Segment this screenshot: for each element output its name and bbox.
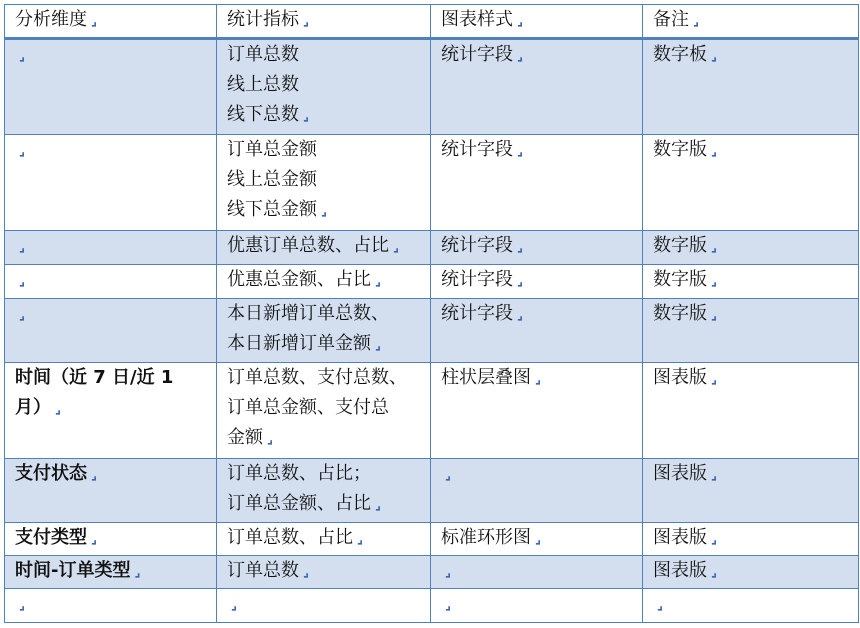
cell-text: 统计字段 bbox=[441, 139, 513, 160]
cell-line bbox=[227, 393, 420, 423]
cell-line bbox=[15, 589, 206, 621]
cell-chart-style bbox=[431, 589, 643, 623]
cell-note bbox=[643, 231, 859, 265]
paragraph-mark-icon: ⌟ bbox=[517, 240, 524, 255]
paragraph-mark-icon: ⌟ bbox=[375, 498, 382, 513]
cell-line bbox=[227, 589, 420, 621]
cell-line bbox=[441, 299, 632, 331]
cell-line bbox=[15, 523, 206, 555]
cell-line bbox=[15, 556, 206, 588]
cell-line bbox=[15, 265, 206, 297]
paragraph-mark-icon: ⌟ bbox=[91, 532, 98, 547]
paragraph-mark-icon: ⌟ bbox=[711, 532, 718, 547]
cell-note bbox=[643, 299, 859, 363]
paragraph-mark-icon: ⌟ bbox=[517, 14, 524, 29]
paragraph-mark-icon: ⌟ bbox=[517, 144, 524, 159]
cell-metrics bbox=[217, 363, 431, 459]
cell-line bbox=[227, 363, 420, 393]
cell-text: 数字板 bbox=[653, 44, 707, 65]
cell-line bbox=[441, 363, 632, 395]
cell-line bbox=[441, 265, 632, 297]
paragraph-mark-icon: ⌟ bbox=[303, 109, 310, 124]
cell-dimension bbox=[5, 265, 217, 299]
paragraph-mark-icon: ⌟ bbox=[535, 372, 542, 387]
cell-text: 订单总金额、支付总 bbox=[227, 397, 389, 418]
cell-text: 数字版 bbox=[653, 139, 707, 160]
paragraph-mark-icon: ⌟ bbox=[375, 274, 382, 289]
cell-line bbox=[653, 589, 848, 621]
table-row bbox=[5, 363, 859, 459]
cell-dimension bbox=[5, 299, 217, 363]
paragraph-mark-icon: ⌟ bbox=[711, 144, 718, 159]
cell-line bbox=[653, 523, 848, 555]
cell-text: 图表版 bbox=[653, 560, 707, 581]
table-row bbox=[5, 459, 859, 523]
paragraph-mark-icon: ⌟ bbox=[711, 240, 718, 255]
cell-line bbox=[227, 135, 420, 165]
cell-line bbox=[441, 523, 632, 555]
cell-dimension bbox=[5, 363, 217, 459]
cell-line bbox=[227, 70, 420, 100]
cell-text: 统计字段 bbox=[441, 269, 513, 290]
paragraph-mark-icon: ⌟ bbox=[267, 432, 274, 447]
header-cell-metric: 统计指标 ⌟ bbox=[217, 5, 431, 39]
paragraph-mark-icon: ⌟ bbox=[321, 204, 328, 219]
table-row bbox=[5, 39, 859, 135]
cell-text: 线上总金额 bbox=[227, 169, 317, 190]
cell-chart-style bbox=[431, 265, 643, 299]
cell-dimension bbox=[5, 231, 217, 265]
cell-chart-style bbox=[431, 299, 643, 363]
cell-dimension bbox=[5, 459, 217, 523]
paragraph-mark-icon: ⌟ bbox=[375, 338, 382, 353]
cell-text: 时间-订单类型 bbox=[15, 560, 131, 581]
paragraph-mark-icon: ⌟ bbox=[711, 468, 718, 483]
paragraph-mark-icon: ⌟ bbox=[19, 144, 26, 159]
cell-line bbox=[15, 135, 206, 167]
cell-text: 数字版 bbox=[653, 235, 707, 256]
cell-dimension bbox=[5, 589, 217, 623]
table-row bbox=[5, 589, 859, 623]
cell-line bbox=[15, 363, 206, 393]
paragraph-mark-icon: ⌟ bbox=[711, 308, 718, 323]
cell-text: 数字版 bbox=[653, 269, 707, 290]
cell-text: 统计字段 bbox=[441, 235, 513, 256]
cell-chart-style bbox=[431, 39, 643, 135]
paragraph-mark-icon: ⌟ bbox=[657, 598, 664, 613]
cell-note bbox=[643, 589, 859, 623]
cell-note bbox=[643, 363, 859, 459]
paragraph-mark-icon: ⌟ bbox=[517, 274, 524, 289]
cell-line bbox=[653, 556, 848, 588]
cell-chart-style bbox=[431, 135, 643, 231]
paragraph-mark-icon: ⌟ bbox=[91, 14, 98, 29]
cell-dimension bbox=[5, 556, 217, 589]
cell-line bbox=[227, 423, 420, 455]
cell-text: 图表版 bbox=[653, 367, 707, 388]
cell-line bbox=[15, 40, 206, 72]
cell-line bbox=[653, 231, 848, 263]
cell-text: 订单总数、支付总数、 bbox=[227, 367, 407, 388]
cell-line bbox=[227, 265, 420, 297]
cell-text: 线下总金额 bbox=[227, 199, 317, 220]
cell-note bbox=[643, 39, 859, 135]
cell-text: 线上总数 bbox=[227, 74, 299, 95]
cell-line bbox=[227, 195, 420, 227]
paragraph-mark-icon: ⌟ bbox=[303, 565, 310, 580]
cell-text: 统计字段 bbox=[441, 303, 513, 324]
cell-text: 优惠订单总数、占比 bbox=[227, 235, 389, 256]
paragraph-mark-icon: ⌟ bbox=[535, 532, 542, 547]
cell-line bbox=[227, 459, 420, 489]
cell-note bbox=[643, 265, 859, 299]
paragraph-mark-icon: ⌟ bbox=[19, 598, 26, 613]
cell-line bbox=[441, 231, 632, 263]
paragraph-mark-icon: ⌟ bbox=[711, 49, 718, 64]
cell-line bbox=[227, 165, 420, 195]
cell-line bbox=[441, 135, 632, 167]
cell-line bbox=[653, 299, 848, 331]
table-row bbox=[5, 556, 859, 589]
cell-text: 优惠总金额、占比 bbox=[227, 269, 371, 290]
cell-chart-style bbox=[431, 363, 643, 459]
header-cell-note: 备注 ⌟ bbox=[643, 5, 859, 39]
cell-line bbox=[653, 265, 848, 297]
cell-line bbox=[15, 459, 206, 491]
cell-note bbox=[643, 135, 859, 231]
cell-text: 标准环形图 bbox=[441, 527, 531, 548]
cell-text: 订单总数、占比 bbox=[227, 527, 353, 548]
cell-line bbox=[441, 556, 632, 588]
cell-line bbox=[15, 299, 206, 331]
header-cell-dimension: 分析维度 ⌟ bbox=[5, 5, 217, 39]
cell-metrics bbox=[217, 135, 431, 231]
header-row bbox=[5, 5, 859, 39]
cell-metrics bbox=[217, 459, 431, 523]
cell-text: 数字版 bbox=[653, 303, 707, 324]
cell-text: 订单总数、占比； bbox=[227, 463, 371, 484]
cell-line bbox=[653, 363, 848, 395]
paragraph-mark-icon: ⌟ bbox=[445, 565, 452, 580]
cell-text: 金额 bbox=[227, 427, 263, 448]
cell-text: 图表版 bbox=[653, 527, 707, 548]
cell-line bbox=[227, 556, 420, 588]
cell-line bbox=[441, 589, 632, 621]
cell-dimension bbox=[5, 523, 217, 556]
paragraph-mark-icon: ⌟ bbox=[231, 598, 238, 613]
cell-text: 本日新增订单金额 bbox=[227, 333, 371, 354]
cell-line bbox=[227, 100, 420, 132]
cell-line bbox=[441, 459, 632, 491]
cell-line bbox=[15, 393, 206, 425]
table-row bbox=[5, 135, 859, 231]
cell-chart-style bbox=[431, 459, 643, 523]
cell-line bbox=[653, 135, 848, 167]
cell-line bbox=[441, 40, 632, 72]
cell-text: 本日新增订单总数、 bbox=[227, 303, 389, 324]
cell-chart-style bbox=[431, 556, 643, 589]
paragraph-mark-icon: ⌟ bbox=[693, 14, 700, 29]
cell-line bbox=[227, 523, 420, 555]
paragraph-mark-icon: ⌟ bbox=[393, 240, 400, 255]
paragraph-mark-icon: ⌟ bbox=[357, 532, 364, 547]
paragraph-mark-icon: ⌟ bbox=[19, 274, 26, 289]
cell-line bbox=[653, 40, 848, 72]
cell-metrics bbox=[217, 523, 431, 556]
paragraph-mark-icon: ⌟ bbox=[445, 468, 452, 483]
paragraph-mark-icon: ⌟ bbox=[134, 565, 141, 580]
cell-metrics bbox=[217, 231, 431, 265]
cell-dimension bbox=[5, 135, 217, 231]
header-cell-chart-style: 图表样式 ⌟ bbox=[431, 5, 643, 39]
cell-chart-style bbox=[431, 523, 643, 556]
cell-note bbox=[643, 523, 859, 556]
table-row bbox=[5, 265, 859, 299]
cell-line bbox=[227, 40, 420, 70]
cell-note bbox=[643, 556, 859, 589]
paragraph-mark-icon: ⌟ bbox=[445, 598, 452, 613]
cell-note bbox=[643, 459, 859, 523]
cell-metrics bbox=[217, 589, 431, 623]
cell-metrics bbox=[217, 299, 431, 363]
cell-text: 支付状态 bbox=[15, 463, 87, 484]
paragraph-mark-icon: ⌟ bbox=[19, 49, 26, 64]
cell-text: 线下总数 bbox=[227, 104, 299, 125]
paragraph-mark-icon: ⌟ bbox=[303, 14, 310, 29]
cell-text: 订单总金额、占比 bbox=[227, 493, 371, 514]
cell-line bbox=[227, 329, 420, 361]
table-row bbox=[5, 231, 859, 265]
paragraph-mark-icon: ⌟ bbox=[711, 565, 718, 580]
paragraph-mark-icon: ⌟ bbox=[55, 402, 62, 417]
paragraph-mark-icon: ⌟ bbox=[19, 308, 26, 323]
table-row bbox=[5, 523, 859, 556]
paragraph-mark-icon: ⌟ bbox=[91, 468, 98, 483]
analysis-table bbox=[4, 4, 859, 623]
cell-text: 时间（近 7 日/近 1 bbox=[15, 367, 174, 388]
cell-chart-style bbox=[431, 231, 643, 265]
cell-text: 月） bbox=[15, 397, 51, 418]
cell-text: 图表版 bbox=[653, 463, 707, 484]
cell-metrics bbox=[217, 265, 431, 299]
cell-text: 柱状层叠图 bbox=[441, 367, 531, 388]
cell-line bbox=[227, 489, 420, 521]
paragraph-mark-icon: ⌟ bbox=[517, 308, 524, 323]
cell-metrics bbox=[217, 556, 431, 589]
cell-dimension bbox=[5, 39, 217, 135]
cell-text: 订单总数 bbox=[227, 560, 299, 581]
paragraph-mark-icon: ⌟ bbox=[711, 274, 718, 289]
cell-line bbox=[227, 231, 420, 263]
cell-line bbox=[653, 459, 848, 491]
cell-text: 统计字段 bbox=[441, 44, 513, 65]
cell-text: 支付类型 bbox=[15, 527, 87, 548]
paragraph-mark-icon: ⌟ bbox=[517, 49, 524, 64]
table-row bbox=[5, 299, 859, 363]
cell-text: 订单总金额 bbox=[227, 139, 317, 160]
cell-line bbox=[15, 231, 206, 263]
cell-text: 订单总数 bbox=[227, 44, 299, 65]
cell-metrics bbox=[217, 39, 431, 135]
cell-line bbox=[227, 299, 420, 329]
paragraph-mark-icon: ⌟ bbox=[19, 240, 26, 255]
paragraph-mark-icon: ⌟ bbox=[711, 372, 718, 387]
